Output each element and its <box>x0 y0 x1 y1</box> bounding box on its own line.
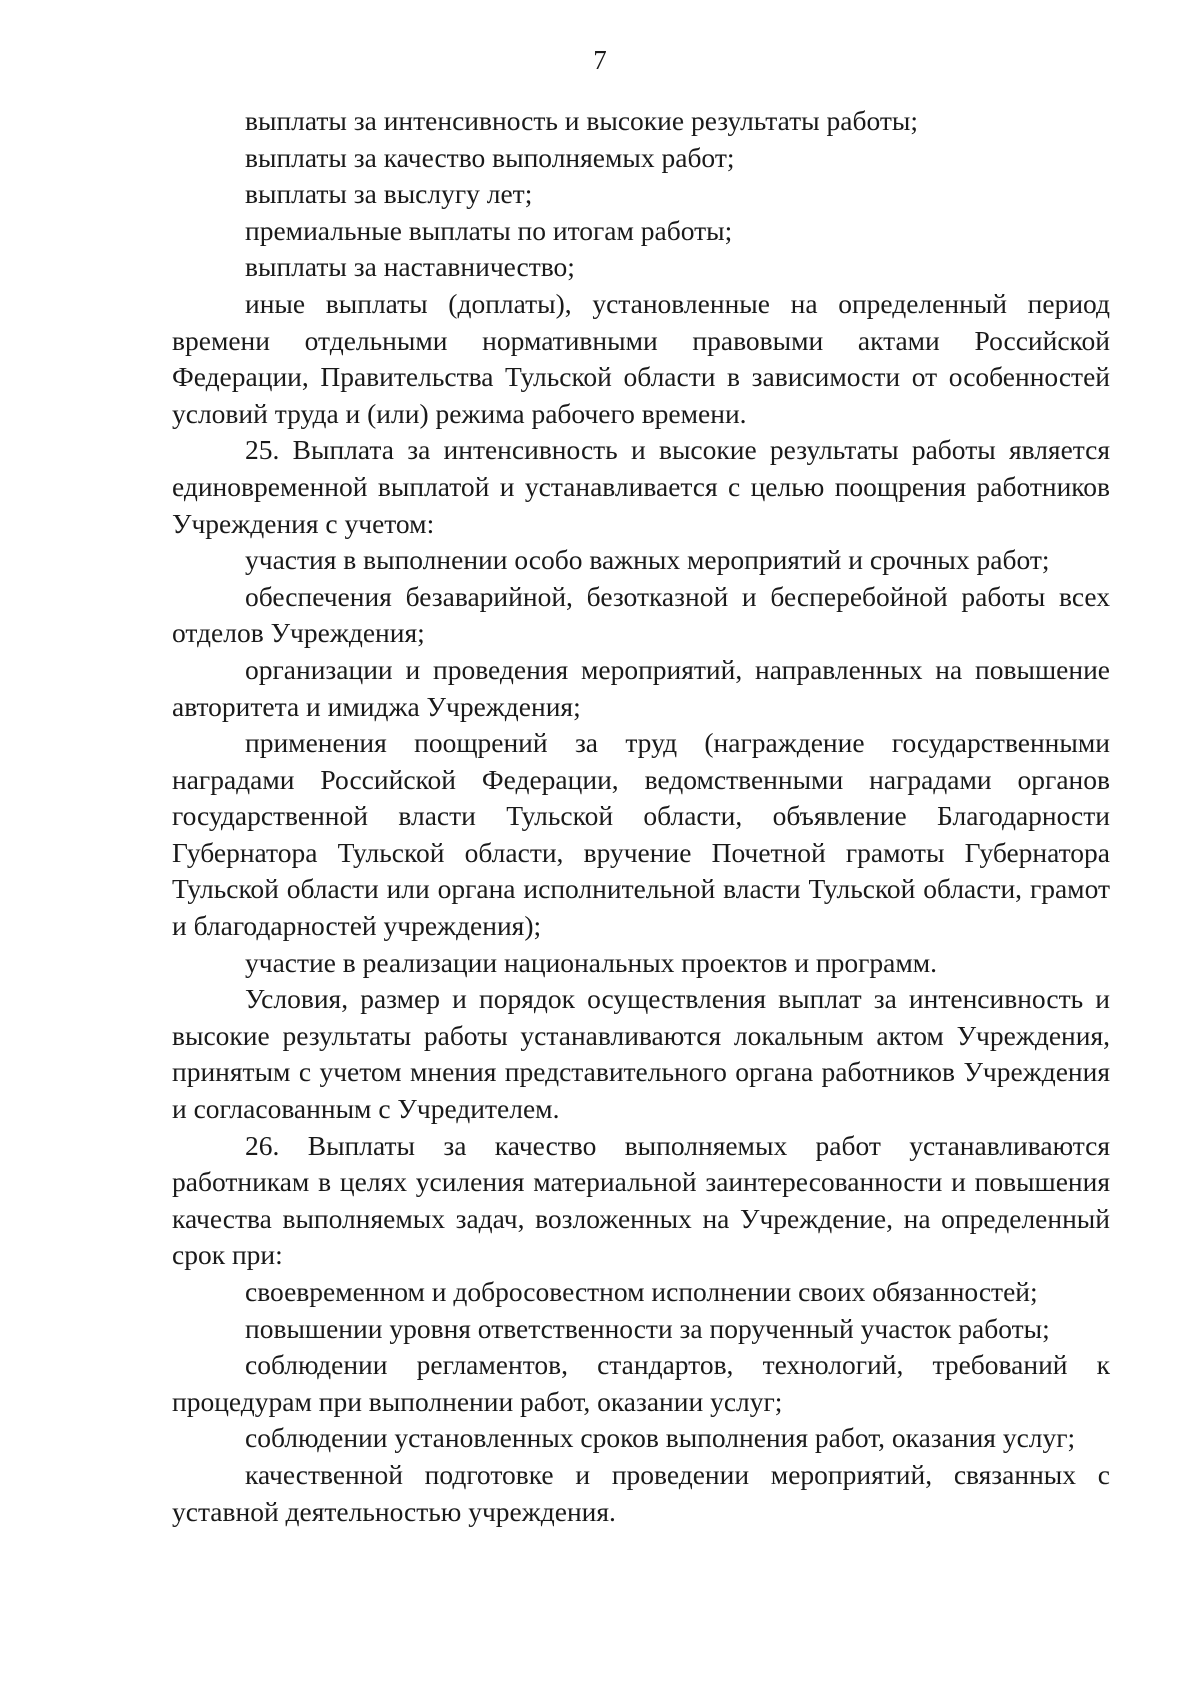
paragraph-conditions: Условия, размер и порядок осуществления выплат за интенсивность и высокие результаты работы устанавливаются локальным актом Учреждения, принятым с учетом мнения представительного органа работников Учреждения и согласованным с Учредителем. <box>172 983 1110 1125</box>
paragraph-payment-quality: выплаты за качество выполняемых работ; <box>245 141 735 173</box>
paragraph-awards: применения поощрений за труд (награждение государственными наградами Российской Федерации, ведомственными наградами органов государственной власти Тульской области, объявление Благодарности Губернатора Тульской области, вручение Почетной грамоты Губернатора Тульской области или органа исполнительной власти Тульской области, грамот и благодарностей учреждения); <box>172 727 1110 942</box>
paragraph-uninterrupted-work: обеспечения безаварийной, безотказной и бесперебойной работы всех отделов Учреждения; <box>172 580 1110 649</box>
paragraph-regulations: соблюдении регламентов, стандартов, технологий, требований к процедурам при выполнении работ, оказании услуг; <box>172 1349 1110 1417</box>
document-body <box>172 103 1110 1530</box>
paragraph-payment-mentoring: выплаты за наставничество; <box>245 251 575 283</box>
paragraph-payment-intensity: выплаты за интенсивность и высокие результаты работы; <box>245 105 918 136</box>
paragraph-deadlines: соблюдении установленных сроков выполнения работ, оказания услуг; <box>245 1422 1076 1454</box>
paragraph-payment-bonus: премиальные выплаты по итогам работы; <box>245 214 733 246</box>
paragraph-other-payments: иные выплаты (доплаты), установленные на определенный период времени отдельными нормативными правовыми актами Российской Федерации, Правительства Тульской области в зависимости от особенностей условий труда и (или) режима рабочего времени. <box>172 287 1110 429</box>
paragraph-responsibility: повышении уровня ответственности за порученный участок работы; <box>245 1312 1050 1344</box>
paragraph-events-image: организации и проведения мероприятий, направленных на повышение авторитета и имиджа Учреждения; <box>172 653 1110 722</box>
paragraph-timely-duties: своевременном и добросовестном исполнении своих обязанностей; <box>245 1276 1038 1307</box>
page-number: 7 <box>593 45 607 75</box>
paragraph-clause-26: 26. Выплаты за качество выполняемых работ устанавливаются работникам в целях усиления материальной заинтересованности и повышения качества выполняемых задач, возложенных на Учреждение, на определенный срок при: <box>172 1129 1110 1271</box>
paragraph-quality-events: качественной подготовке и проведении мероприятий, связанных с уставной деятельностью учреждения. <box>172 1458 1110 1527</box>
paragraph-important-events: участия в выполнении особо важных мероприятий и срочных работ; <box>245 544 1050 576</box>
paragraph-payment-seniority: выплаты за выслугу лет; <box>245 178 533 210</box>
paragraph-national-projects: участие в реализации национальных проектов и программ. <box>245 946 938 978</box>
paragraph-clause-25: 25. Выплата за интенсивность и высокие результаты работы является единовременной выплатой и устанавливается с целью поощрения работников Учреждения с учетом: <box>172 434 1110 539</box>
